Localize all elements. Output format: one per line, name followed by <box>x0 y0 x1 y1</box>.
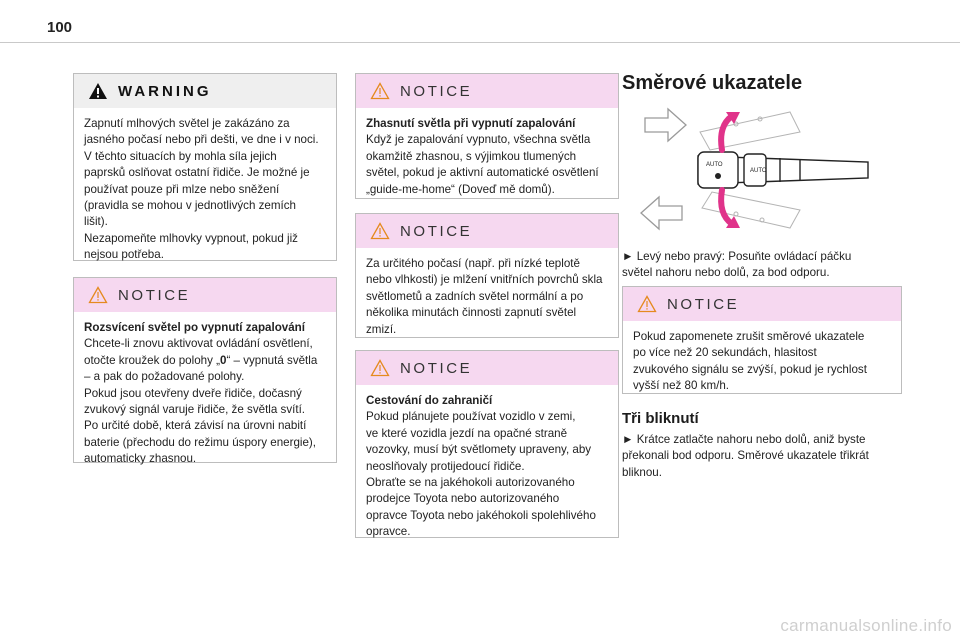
notice-box-signal-reminder <box>622 286 902 394</box>
text-line: Obraťte se na jakéhokoli autorizovaného <box>366 476 575 490</box>
text-line: nejsou potřeba. <box>84 248 164 262</box>
text-line: Nezapomeňte mlhovky vypnout, pokud již <box>84 231 298 245</box>
notice-header <box>74 278 336 312</box>
text-line: překonali bod odporu. Směrové ukazatele třikrát <box>622 449 869 463</box>
notice-text <box>623 321 901 395</box>
text-line: Pokud jsou otevřeny dveře řidiče, dočasný <box>84 386 302 400</box>
text-line: baterie (přechodu do režimu úspory energie), <box>84 435 316 449</box>
illustration-label: AUTO <box>706 162 723 168</box>
notice-box-travel <box>355 350 619 538</box>
text-line: (pravidla se mohou v jednotlivých zemích <box>84 199 297 213</box>
text-line: opravce Toyota nebo jakéhokoli spolehlivého <box>366 508 596 522</box>
text-line: ► Levý nebo pravý: Posuňte ovládací páčku <box>622 250 852 263</box>
text-line: Když je zapalování vypnuto, všechna světla <box>366 133 591 147</box>
text-line: Zapnutí mlhových světel je zakázáno za <box>84 117 290 130</box>
notice-header <box>623 287 901 321</box>
text-line: zmizí. <box>366 322 397 336</box>
text-line: světel, pokud je aktivní automatické osvětlení <box>366 166 599 180</box>
text-line: světlometů a zadních světel normální a po <box>366 289 584 303</box>
text-line: jasného počasí nebo při dešti, ve dne i v noci. <box>84 133 319 147</box>
instruction-paragraph <box>622 249 922 282</box>
page-number: 100 <box>47 19 73 36</box>
text-line: V těchto situacích by mohla síla jejich <box>84 149 277 163</box>
notice-title: NOTICE <box>667 295 740 313</box>
notice-heading: Rozsvícení světel po vypnutí zapalování <box>84 321 305 334</box>
text-line: Pokud plánujete používat vozidlo v zemi, <box>366 410 576 424</box>
text-line: „guide-me-home“ (Doveď mě domů). <box>366 182 555 196</box>
notice-title: NOTICE <box>400 359 473 377</box>
notice-header <box>356 74 618 108</box>
notice-heading: Zhasnutí světla při vypnutí zapalování <box>366 117 576 130</box>
text-line: po více než 20 sekundách, hlasitost <box>633 346 817 360</box>
notice-text <box>74 312 336 468</box>
notice-box-lights <box>73 277 337 466</box>
text-line: prodejce Toyota nebo autorizovaného <box>366 492 560 506</box>
notice-triangle-icon <box>370 359 390 377</box>
text-line: opravce. <box>366 525 411 539</box>
text-line: bliknou. <box>622 465 662 479</box>
stalk-main <box>698 152 868 188</box>
text-line: Pokud zapomenete zrušit směrové ukazatele <box>633 330 865 343</box>
stalk-up-position <box>700 112 800 150</box>
text-line: vyšší než 80 km/h. <box>633 379 730 393</box>
text-line: – a pak do požadované polohy. <box>84 370 245 384</box>
notice-header <box>356 351 618 385</box>
notice-box-ignition <box>355 73 619 199</box>
notice-box-condensation <box>355 213 619 338</box>
text-line: ► Krátce zatlačte nahoru nebo dolů, aniž byste <box>622 433 866 446</box>
light-symbol-icon <box>715 173 721 179</box>
notice-header <box>356 214 618 248</box>
warning-header <box>74 74 336 108</box>
notice-triangle-icon <box>637 295 657 313</box>
illustration-label: AUTO <box>750 168 767 174</box>
notice-triangle-icon <box>370 82 390 100</box>
text-line: Za určitého počasí (např. při nízké teplotě <box>366 257 580 270</box>
text-line: nebo vlhkosti) je mlžení vnitřních povrchů skla <box>366 273 603 287</box>
warning-triangle-icon <box>88 82 108 100</box>
text-line: okamžitě zhasnou, s výjimkou tlumených <box>366 149 577 163</box>
section-title: Směrové ukazatele <box>622 72 803 94</box>
text-line: automaticky zhasnou. <box>84 452 197 466</box>
text-line: několika minutách činnosti zapnutí světel <box>366 306 577 320</box>
header-divider <box>0 42 960 43</box>
warning-title: WARNING <box>118 82 212 100</box>
text-line: ve které vozidla jezdí na opačné straně <box>366 426 568 440</box>
text-line: používat pouze při mlze nebo sněžení <box>84 182 280 196</box>
left-arrow-icon <box>641 197 682 229</box>
text-line: zvukového signálu se zvýší, pokud je rychlost <box>633 362 867 376</box>
text-line: Chcete-li znovu aktivovat ovládání osvětlení, <box>84 337 313 351</box>
notice-text <box>356 385 618 541</box>
watermark: carmanualsonline.info <box>780 616 952 635</box>
warning-text <box>74 108 336 264</box>
text-line: vozovky, musí být světlomety upraveny, aby <box>366 443 592 457</box>
text-line: lišit). <box>84 215 108 229</box>
text-line: neoslňovaly protijedoucí řidiče. <box>366 459 525 473</box>
subheading-three-blinks: Tři bliknutí <box>622 410 699 427</box>
text-line: světel nahoru nebo dolů, za bod odporu. <box>622 266 830 280</box>
warning-box <box>73 73 337 261</box>
notice-triangle-icon <box>88 286 108 304</box>
notice-title: NOTICE <box>400 222 473 240</box>
notice-triangle-icon <box>370 222 390 240</box>
turn-signal-stalk-illustration <box>640 104 880 239</box>
notice-text <box>356 108 618 198</box>
text-line: zvukový signál varuje řidiče, že světla svítí. <box>84 403 306 417</box>
text-line: Po určité době, která závisí na úrovni nabití <box>84 419 307 433</box>
right-arrow-icon <box>645 109 686 141</box>
three-blink-paragraph <box>622 432 922 481</box>
notice-title: NOTICE <box>118 286 191 304</box>
notice-text <box>356 248 618 338</box>
stalk-down-position <box>702 192 800 228</box>
notice-title: NOTICE <box>400 82 473 100</box>
text-line: otočte kroužek do polohy „0“ – vypnutá světla <box>84 353 318 367</box>
notice-heading: Cestování do zahraničí <box>366 394 493 407</box>
text-line: paprsků oslňovat ostatní řidiče. Je možné je <box>84 166 310 180</box>
